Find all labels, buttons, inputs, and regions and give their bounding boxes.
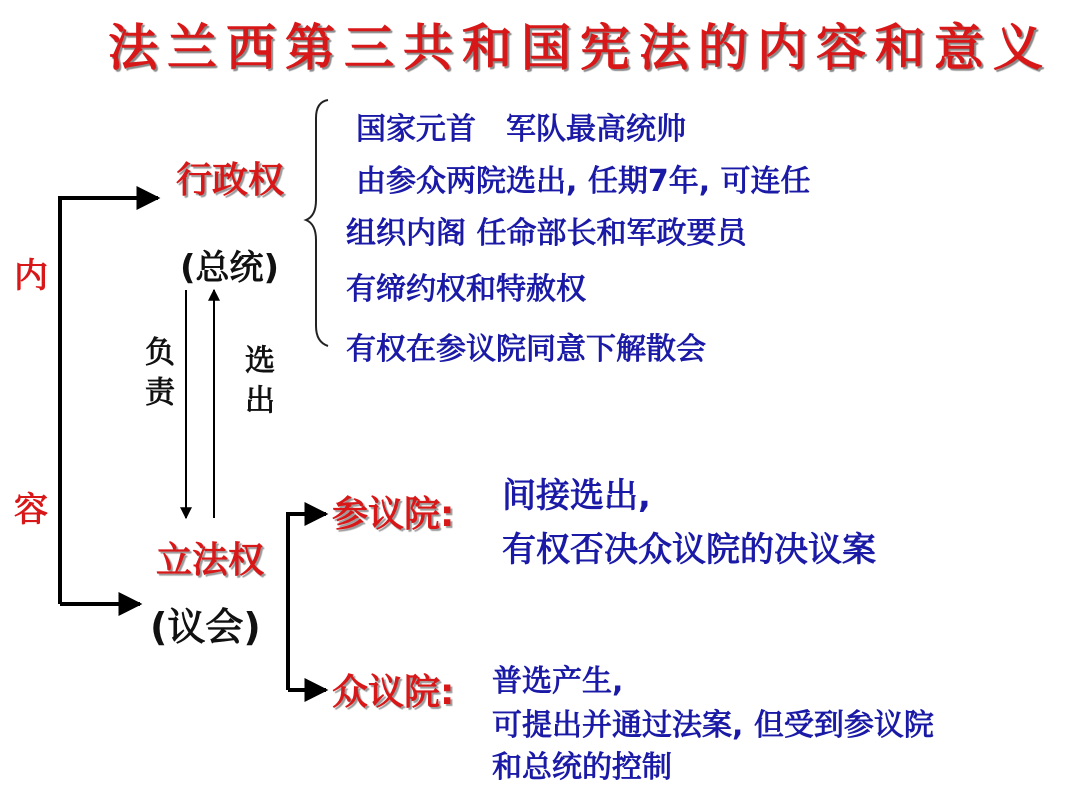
executive-item-3: 组织内阁 任命部长和军政要员: [346, 216, 747, 251]
executive-item-5: 有权在参议院同意下解散会: [346, 332, 706, 367]
elect-label: 选出: [239, 344, 274, 424]
side-label-bottom: 容: [14, 490, 48, 530]
chamber-line-2: 可提出并通过法案, 但受到参议院: [492, 708, 934, 743]
legislative-power-label: 立法权: [156, 540, 265, 581]
chamber-line-3: 和总统的控制: [492, 750, 672, 785]
curly-brace: [306, 100, 328, 346]
side-label-top: 内: [14, 256, 48, 296]
senate-label: 参议院:: [332, 494, 455, 535]
executive-power-label: 行政权: [176, 160, 285, 201]
senate-line-2: 有权否决众议院的决议案: [502, 530, 876, 570]
responsible-label: 负责: [139, 336, 174, 416]
chamber-label: 众议院:: [332, 672, 455, 713]
chamber-line-1: 普选产生,: [492, 664, 624, 699]
executive-item-2: 由参众两院选出, 任期7年, 可连任: [356, 164, 811, 199]
executive-item-4: 有缔约权和特赦权: [346, 272, 586, 307]
executive-item-1: 国家元首 军队最高统帅: [356, 112, 686, 147]
page-title: 法兰西第三共和国宪法的内容和意义: [108, 19, 1052, 77]
senate-line-1: 间接选出,: [502, 476, 651, 516]
president-label: (总统): [180, 248, 280, 288]
parliament-label: (议会): [150, 605, 261, 649]
senate-arrow-line: [288, 514, 326, 690]
